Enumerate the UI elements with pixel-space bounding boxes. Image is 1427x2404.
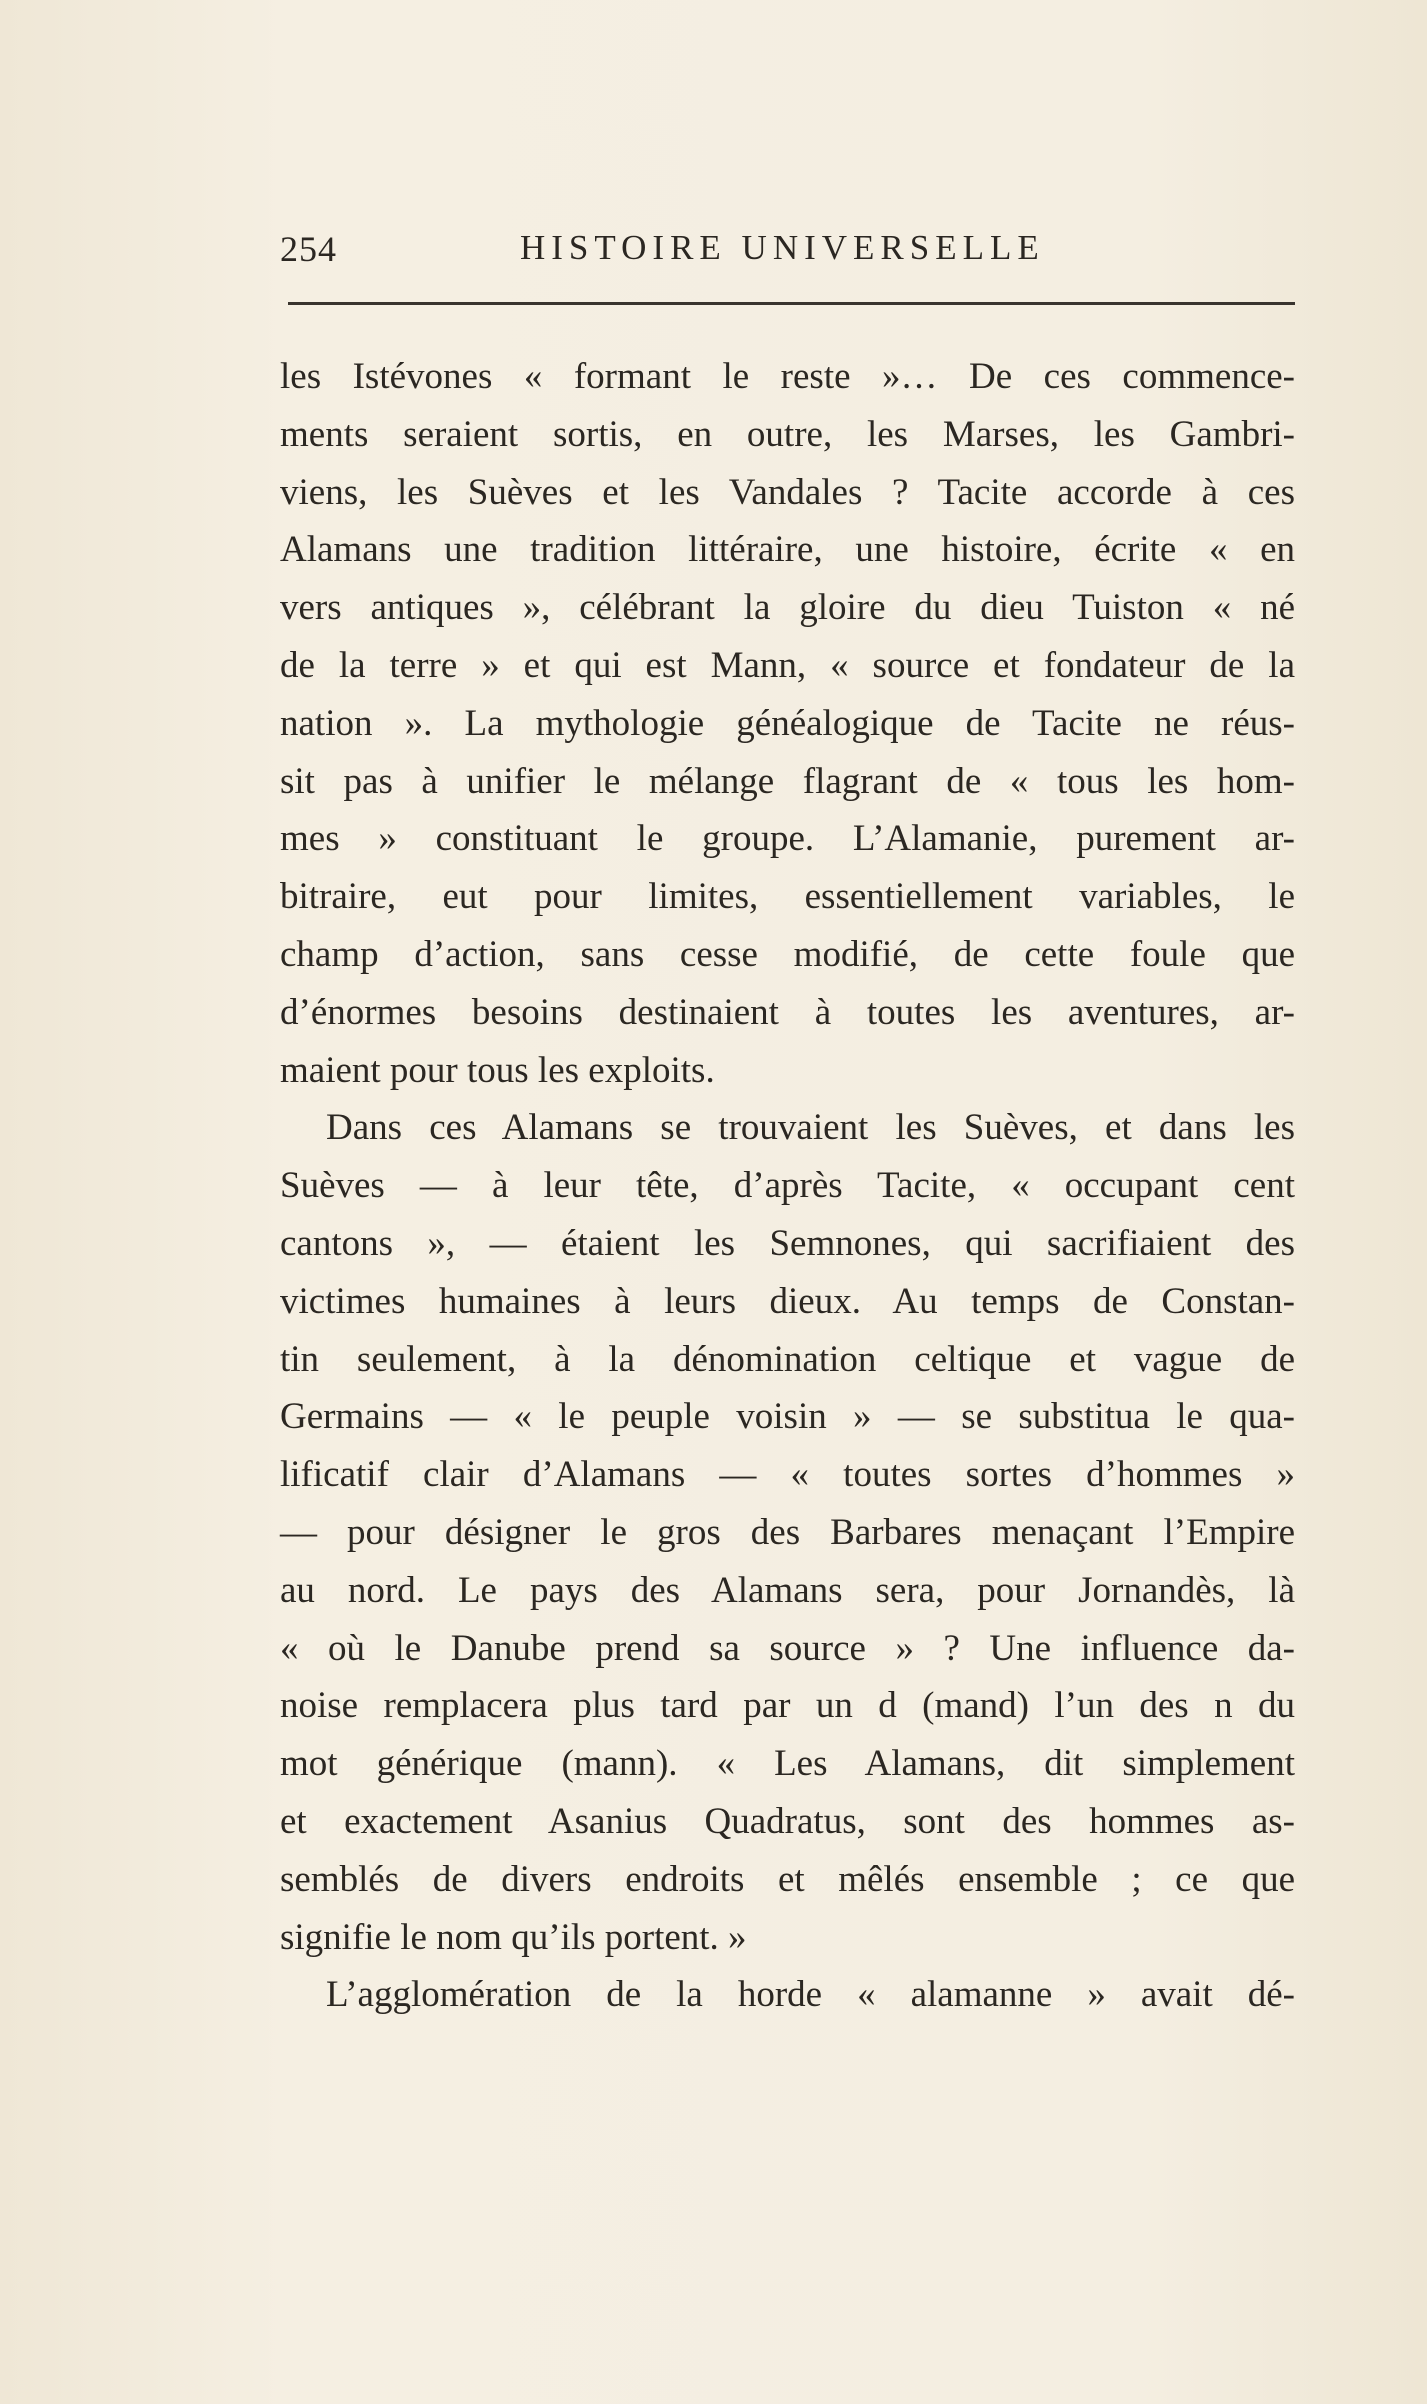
text-line: champ d’action, sans cesse modifié, de cette foule que [280,933,1295,975]
text-line: — pour désigner le gros des Barbares menaçant l’Empire [280,1511,1295,1553]
running-head [280,228,1295,278]
text-line: Alamans une tradition littéraire, une histoire, écrite « en [280,529,1295,571]
text-line: maient pour tous les exploits. [280,1049,715,1091]
text-line: nation ». La mythologie généalogique de Tacite ne réus- [280,702,1295,744]
text-line: semblés de divers endroits et mêlés ensemble ; ce que [280,1858,1295,1900]
text-line: mot générique (mann). « Les Alamans, dit simplement [280,1743,1295,1785]
text-line: signifie le nom qu’ils portent. » [280,1916,747,1958]
text-line: de la terre » et qui est Mann, « source et fondateur de la [280,644,1295,686]
text-line: noise remplacera plus tard par un d (mand) l’un des n du [280,1685,1295,1727]
text-line: et exactement Asanius Quadratus, sont des hommes as- [280,1800,1295,1842]
text-line: lificatif clair d’Alamans — « toutes sortes d’hommes » [280,1454,1295,1496]
running-title: HISTOIRE UNIVERSELLE [520,228,1045,267]
text-line: Suèves — à leur tête, d’après Tacite, « occupant cent [280,1165,1295,1207]
text-line: les Istévones « formant le reste »… De ces commence- [280,356,1295,397]
text-line: vers antiques », célébrant la gloire du dieu Tuiston « né [280,587,1295,629]
text-line: au nord. Le pays des Alamans sera, pour Jornandès, là [280,1569,1295,1611]
text-line: Dans ces Alamans se trouvaient les Suèves, et dans les [326,1107,1295,1149]
text-line: Germains — « le peuple voisin » — se substitua le qua- [280,1396,1295,1438]
text-line: d’énormes besoins destinaient à toutes les aventures, ar- [280,991,1295,1033]
text-line: victimes humaines à leurs dieux. Au temps de Constan- [280,1280,1295,1322]
text-line: L’agglomération de la horde « alamanne » avait dé- [326,1974,1295,2016]
text-line: tin seulement, à la dénomination celtique et vague de [280,1338,1295,1380]
text-line: cantons », — étaient les Semnones, qui sacrifiaient des [280,1222,1295,1264]
text-line: viens, les Suèves et les Vandales ? Tacite accorde à ces [280,471,1295,513]
text-line: ments seraient sortis, en outre, les Marses, les Gambri- [280,413,1295,455]
text-line: sit pas à unifier le mélange flagrant de « tous les hom- [280,760,1295,802]
text-line: bitraire, eut pour limites, essentiellement variables, le [280,876,1295,918]
text-line: « où le Danube prend sa source » ? Une influence da- [280,1627,1295,1669]
page-number: 254 [280,229,337,269]
header-rule [288,302,1295,305]
text-line: mes » constituant le groupe. L’Alamanie, purement ar- [280,818,1295,860]
body-text [280,348,1295,2024]
